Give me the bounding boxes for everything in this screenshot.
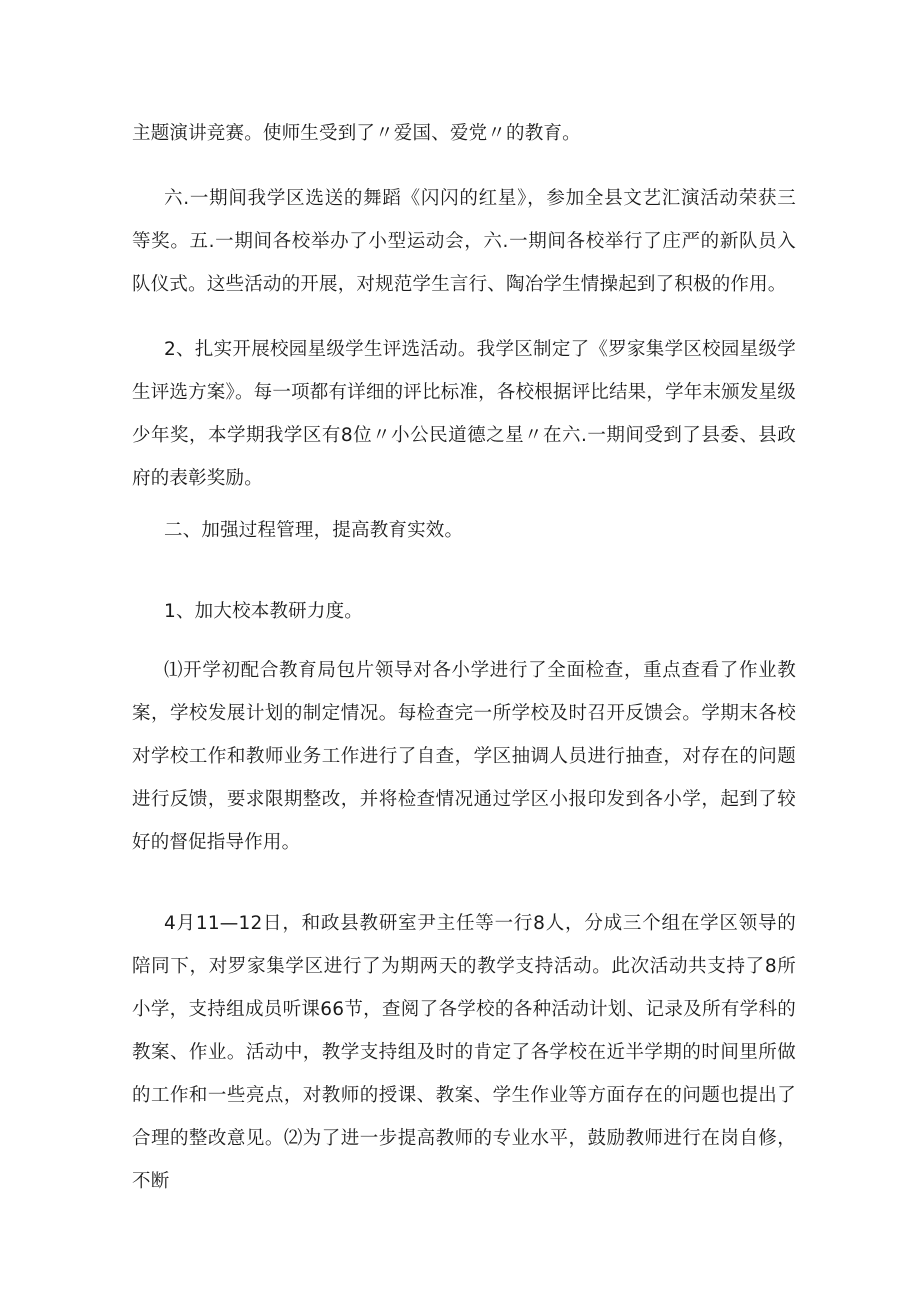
paragraph-dance-award: 六.一期间我学区选送的舞蹈《闪闪的红星》，参加全县文艺汇演活动荣获三等奖。五.一期间各校举办了小型运动会，六.一期间各校举行了庄严的新队员入队仪式。这些活动的开展，对规范学生言行、陶冶学生情操起到了积极的作用。 (132, 188, 796, 295)
paragraph-teaching-support: 4月11—12日，和政县教研室尹主任等一行8人，分成三个组在学区领导的陪同下，对罗家集学区进行了为期两天的教学支持活动。此次活动共支持了8所小学，支持组成员听课66节，查阅了各学校的各种活动计划、记录及所有学科的教案、作业。活动中，教学支持组及时的肯定了各学校在近半学期的时间里所做的工作和一些亮点，对教师的授课、教案、学生作业等方面存在的问题也提出了合理的整改意见。⑵为了进一步提高教师的专业水平，鼓励教师进行在岗自修，不断 (132, 913, 796, 1192)
paragraph-speech-contest: 主题演讲竞赛。使师生受到了〃爱国、爱党〃的教育。 (132, 123, 581, 144)
subheading-school-research: 1、加大校本教研力度。 (164, 601, 363, 622)
paragraph-inspection: ⑴开学初配合教育局包片领导对各小学进行了全面检查，重点查看了作业教案，学校发展计划的制定情况。每检查完一所学校及时召开反馈会。学期末各校对学校工作和教师业务工作进行了自查，学区抽调人员进行抽查，对存在的问题进行反馈，要求限期整改，并将检查情况通过学区小报印发到各小学，起到了较好的督促指导作用。 (132, 660, 796, 853)
section-heading-process-management: 二、加强过程管理，提高教育实效。 (164, 520, 464, 541)
paragraph-star-students: 2、扎实开展校园星级学生评选活动。我学区制定了《罗家集学区校园星级学生评选方案》。每一项都有详细的评比标准，各校根据评比结果，学年末颁发星级少年奖，本学期我学区有8位〃小公民道德之星〃在六.一期间受到了县委、县政府的表彰奖励。 (132, 339, 796, 489)
